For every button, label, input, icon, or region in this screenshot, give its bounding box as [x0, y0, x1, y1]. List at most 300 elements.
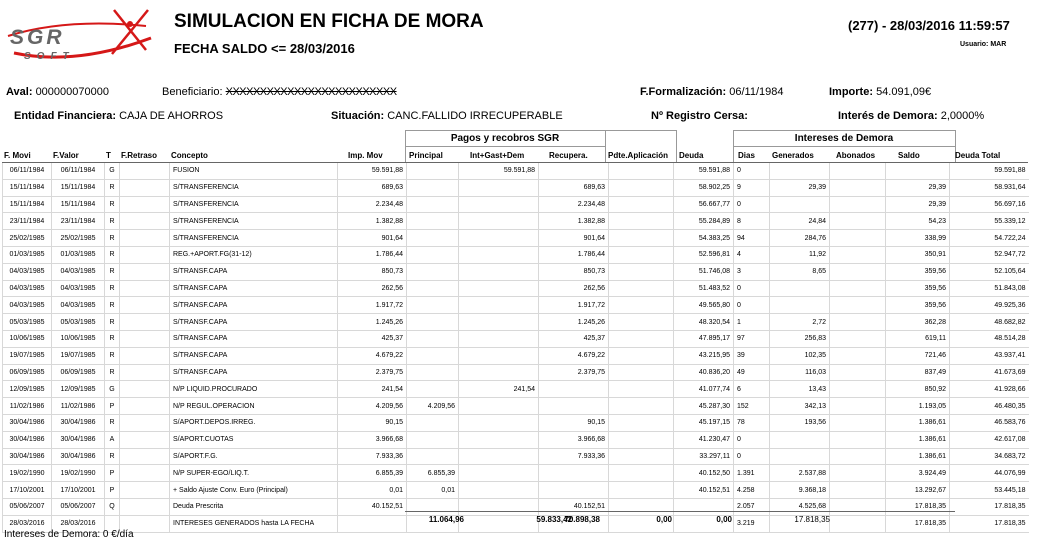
beneficiario-label: Beneficiario: [162, 86, 223, 98]
cell-f-valor: 04/03/1985 [52, 280, 105, 297]
cell-deuda: 52.596,81 [674, 246, 734, 263]
cell-dias: 39 [734, 347, 770, 364]
cell-deuda-total: 42.617,08 [950, 431, 1029, 448]
table-row [3, 230, 1029, 247]
cell-deuda-total: 49.925,36 [950, 297, 1029, 314]
cell-abonados [830, 246, 886, 263]
cell-abonados [830, 280, 886, 297]
cell-int-gast-dem [459, 297, 539, 314]
cell-pdte-aplicacion [609, 179, 674, 196]
cell-generados [770, 280, 830, 297]
cell-f-retraso [120, 213, 170, 230]
pagos-group-top-line [405, 130, 676, 131]
cell-generados: 24,84 [770, 213, 830, 230]
cell-f-movi: 30/04/1986 [3, 431, 52, 448]
cell-concepto: INTERESES GENERADOS hasta LA FECHA [170, 515, 338, 532]
cell-recupera: 850,73 [539, 263, 609, 280]
importe-label: Importe: [829, 86, 873, 98]
cell-f-retraso [120, 398, 170, 415]
cell-abonados [830, 230, 886, 247]
cell-f-movi: 06/11/1984 [3, 163, 52, 179]
cell-imp-mov: 1.382,88 [338, 213, 407, 230]
table-row [3, 330, 1029, 347]
cell-saldo: 350,91 [886, 246, 950, 263]
table-row [3, 196, 1029, 213]
cell-abonados [830, 179, 886, 196]
total-principal: 11.064,96 [428, 515, 464, 524]
cell-deuda: 58.902,25 [674, 179, 734, 196]
table-row [3, 179, 1029, 196]
sgr-soft-logo [6, 6, 156, 64]
cell-f-valor: 15/11/1984 [52, 179, 105, 196]
footer-interest-note: Intereses de Demora: 0 €/día [4, 529, 134, 540]
cell-principal [407, 448, 459, 465]
cell-f-retraso [120, 465, 170, 482]
cell-principal [407, 314, 459, 331]
pagos-group-header: Pagos y recobros SGR [450, 133, 560, 144]
logo-graphic [6, 6, 156, 64]
cell-generados: 2.537,88 [770, 465, 830, 482]
cell-saldo: 362,28 [886, 314, 950, 331]
cell-f-valor: 17/10/2001 [52, 482, 105, 499]
cell-f-valor: 25/02/1985 [52, 230, 105, 247]
cell-deuda: 40.152,51 [674, 482, 734, 499]
cell-abonados [830, 482, 886, 499]
cell-t: P [105, 465, 120, 482]
cell-deuda-total: 53.445,18 [950, 482, 1029, 499]
cell-f-retraso [120, 280, 170, 297]
cell-f-movi: 10/06/1985 [3, 330, 52, 347]
cell-deuda-total: 34.683,72 [950, 448, 1029, 465]
cell-f-retraso [120, 347, 170, 364]
cell-int-gast-dem [459, 448, 539, 465]
cell-int-gast-dem [459, 196, 539, 213]
cell-recupera: 1.245,26 [539, 314, 609, 331]
col-saldo: Saldo [898, 151, 920, 160]
cell-pdte-aplicacion [609, 163, 674, 179]
cell-f-movi: 19/07/1985 [3, 347, 52, 364]
cell-principal [407, 347, 459, 364]
cell-generados: 284,76 [770, 230, 830, 247]
cell-saldo: 54,23 [886, 213, 950, 230]
cell-recupera: 90,15 [539, 414, 609, 431]
formalizacion-value: 06/11/1984 [729, 86, 784, 98]
cell-dias: 0 [734, 448, 770, 465]
cell-principal [407, 163, 459, 179]
cell-t: R [105, 213, 120, 230]
cell-saldo: 1.386,61 [886, 448, 950, 465]
total-deuda: 0,00 [716, 515, 732, 524]
cell-f-valor: 19/07/1985 [52, 347, 105, 364]
col-recupera: Recupera. [549, 151, 588, 160]
cell-concepto: S/APORT.F.G. [170, 448, 338, 465]
cell-saldo: 17.818,35 [886, 515, 950, 532]
cell-f-valor: 23/11/1984 [52, 213, 105, 230]
cell-f-valor: 05/06/2007 [52, 498, 105, 515]
cell-imp-mov: 6.855,39 [338, 465, 407, 482]
cell-deuda: 59.591,88 [674, 163, 734, 179]
cell-concepto: S/TRANSF.CAPA [170, 330, 338, 347]
cell-dias: 78 [734, 414, 770, 431]
cell-generados: 256,83 [770, 330, 830, 347]
cell-abonados [830, 330, 886, 347]
cell-int-gast-dem [459, 482, 539, 499]
cell-deuda-total: 52.105,64 [950, 263, 1029, 280]
cell-saldo [886, 163, 950, 179]
cell-saldo: 850,92 [886, 381, 950, 398]
cell-f-movi: 04/03/1985 [3, 263, 52, 280]
cell-generados: 11,92 [770, 246, 830, 263]
cell-deuda: 48.320,54 [674, 314, 734, 331]
cell-saldo: 359,56 [886, 263, 950, 280]
cell-concepto: S/TRANSFERENCIA [170, 179, 338, 196]
cell-f-movi: 04/03/1985 [3, 280, 52, 297]
cell-deuda: 33.297,11 [674, 448, 734, 465]
cell-concepto: N/P REGUL.OPERACION [170, 398, 338, 415]
cell-abonados [830, 213, 886, 230]
cell-deuda-total: 51.843,08 [950, 280, 1029, 297]
cell-recupera: 1.917,72 [539, 297, 609, 314]
cell-t: G [105, 381, 120, 398]
cell-dias: 49 [734, 364, 770, 381]
cell-imp-mov: 3.966,68 [338, 431, 407, 448]
cell-concepto: S/APORT.CUOTAS [170, 431, 338, 448]
cell-concepto: + Saldo Ajuste Conv. Euro (Principal) [170, 482, 338, 499]
cell-principal [407, 213, 459, 230]
group-divider-deuda [676, 130, 677, 162]
cell-deuda-total: 48.682,82 [950, 314, 1029, 331]
cell-abonados [830, 297, 886, 314]
cell-pdte-aplicacion [609, 196, 674, 213]
cell-int-gast-dem [459, 230, 539, 247]
cell-deuda [674, 498, 734, 515]
cell-principal [407, 381, 459, 398]
cell-dias: 1 [734, 314, 770, 331]
col-f-retraso: F.Retraso [121, 151, 158, 160]
interes-value: 2,0000% [940, 110, 985, 122]
cell-t: R [105, 230, 120, 247]
cell-saldo: 1.386,61 [886, 414, 950, 431]
cell-t: R [105, 297, 120, 314]
cell-f-movi: 05/03/1985 [3, 314, 52, 331]
cell-f-retraso [120, 448, 170, 465]
cell-recupera: 901,64 [539, 230, 609, 247]
cell-deuda-total: 46.583,76 [950, 414, 1029, 431]
table-row [3, 414, 1029, 431]
cell-principal [407, 230, 459, 247]
cell-pdte-aplicacion [609, 280, 674, 297]
cell-imp-mov: 4.209,56 [338, 398, 407, 415]
cell-pdte-aplicacion [609, 482, 674, 499]
cell-f-movi: 23/11/1984 [3, 213, 52, 230]
table-row [3, 364, 1029, 381]
cell-t: A [105, 431, 120, 448]
cell-recupera: 262,56 [539, 280, 609, 297]
cell-dias: 152 [734, 398, 770, 415]
cell-abonados [830, 347, 886, 364]
cell-deuda-total: 43.937,41 [950, 347, 1029, 364]
cell-saldo: 359,56 [886, 297, 950, 314]
cell-f-movi: 17/10/2001 [3, 482, 52, 499]
cell-dias: 0 [734, 280, 770, 297]
cell-int-gast-dem: 241,54 [459, 381, 539, 398]
cell-imp-mov: 1.917,72 [338, 297, 407, 314]
table-row [3, 314, 1029, 331]
cell-abonados [830, 364, 886, 381]
cell-pdte-aplicacion [609, 414, 674, 431]
movements-table [2, 163, 1029, 533]
cell-recupera [539, 465, 609, 482]
pagos-group-bottom-line [405, 146, 605, 147]
cell-f-movi: 25/02/1985 [3, 230, 52, 247]
cell-generados: 102,35 [770, 347, 830, 364]
cell-pdte-aplicacion [609, 246, 674, 263]
cell-generados: 116,03 [770, 364, 830, 381]
cell-dias: 4 [734, 246, 770, 263]
cell-t: R [105, 364, 120, 381]
cell-f-valor: 10/06/1985 [52, 330, 105, 347]
cell-f-retraso [120, 263, 170, 280]
cell-f-movi: 01/03/1985 [3, 246, 52, 263]
group-divider-mid [605, 130, 606, 162]
cell-int-gast-dem: 59.591,88 [459, 163, 539, 179]
cell-principal [407, 330, 459, 347]
cell-deuda-total: 41.673,69 [950, 364, 1029, 381]
col-deuda-total: Deuda Total [955, 151, 1001, 160]
cell-int-gast-dem [459, 414, 539, 431]
cell-generados: 8,65 [770, 263, 830, 280]
cell-pdte-aplicacion [609, 263, 674, 280]
cell-t: Q [105, 498, 120, 515]
cell-deuda: 45.287,30 [674, 398, 734, 415]
col-concepto: Concepto [171, 151, 208, 160]
cell-abonados [830, 498, 886, 515]
cell-deuda-total: 54.722,24 [950, 230, 1029, 247]
cell-f-retraso [120, 431, 170, 448]
cell-pdte-aplicacion [609, 230, 674, 247]
cell-f-valor: 01/03/1985 [52, 246, 105, 263]
cell-principal: 4.209,56 [407, 398, 459, 415]
cell-deuda: 47.895,17 [674, 330, 734, 347]
cell-generados [770, 448, 830, 465]
cell-deuda: 56.667,77 [674, 196, 734, 213]
importe-value: 54.091,09€ [876, 86, 932, 98]
cell-recupera [539, 482, 609, 499]
cell-deuda: 55.284,89 [674, 213, 734, 230]
cell-principal [407, 431, 459, 448]
aval-label: Aval: [6, 86, 33, 98]
cell-f-valor: 30/04/1986 [52, 414, 105, 431]
cell-f-retraso [120, 364, 170, 381]
total-recupera: 70.898,38 [564, 515, 600, 524]
cell-recupera [539, 398, 609, 415]
entidad-label: Entidad Financiera: [14, 110, 117, 122]
cell-concepto: N/P SUPER-EGO/LIQ.T. [170, 465, 338, 482]
cell-f-valor: 19/02/1990 [52, 465, 105, 482]
cell-recupera: 2.234,48 [539, 196, 609, 213]
cell-t: P [105, 398, 120, 415]
cell-concepto: S/TRANSF.CAPA [170, 347, 338, 364]
cell-f-retraso [120, 196, 170, 213]
cell-imp-mov: 425,37 [338, 330, 407, 347]
col-int-gast-dem: Int+Gast+Dem [470, 151, 525, 160]
cell-f-retraso [120, 482, 170, 499]
cell-imp-mov: 59.591,88 [338, 163, 407, 179]
col-principal: Principal [409, 151, 443, 160]
cell-recupera: 40.152,51 [539, 498, 609, 515]
cell-saldo: 721,46 [886, 347, 950, 364]
cell-pdte-aplicacion [609, 330, 674, 347]
report-subtitle: FECHA SALDO <= 28/03/2016 [174, 41, 355, 56]
cell-f-valor: 05/03/1985 [52, 314, 105, 331]
cell-recupera: 4.679,22 [539, 347, 609, 364]
table-row [3, 280, 1029, 297]
cell-t: R [105, 179, 120, 196]
cell-recupera: 425,37 [539, 330, 609, 347]
cell-dias: 1.391 [734, 465, 770, 482]
cell-dias: 3.219 [734, 515, 770, 532]
cell-f-valor: 15/11/1984 [52, 196, 105, 213]
cell-saldo: 17.818,35 [886, 498, 950, 515]
cell-deuda-total: 46.480,35 [950, 398, 1029, 415]
cell-abonados [830, 381, 886, 398]
cell-t: R [105, 330, 120, 347]
cell-dias: 3 [734, 263, 770, 280]
cell-concepto: REG.+APORT.FG(31-12) [170, 246, 338, 263]
table-row [3, 246, 1029, 263]
cell-saldo: 29,39 [886, 196, 950, 213]
cell-pdte-aplicacion [609, 297, 674, 314]
cell-t: R [105, 347, 120, 364]
cell-concepto: FUSION [170, 163, 338, 179]
cell-t: R [105, 246, 120, 263]
interes-field [838, 110, 984, 122]
table-row [3, 163, 1029, 179]
cell-generados: 29,39 [770, 179, 830, 196]
cell-generados [770, 163, 830, 179]
cell-int-gast-dem [459, 330, 539, 347]
cell-t: R [105, 196, 120, 213]
col-generados: Generados [772, 151, 814, 160]
cell-f-movi: 15/11/1984 [3, 196, 52, 213]
cell-deuda: 40.152,50 [674, 465, 734, 482]
entidad-value: CAJA DE AHORROS [119, 110, 224, 122]
table-row [3, 381, 1029, 398]
cell-principal [407, 196, 459, 213]
col-f-movi: F. Movi [4, 151, 31, 160]
cell-generados: 9.368,18 [770, 482, 830, 499]
cell-int-gast-dem [459, 498, 539, 515]
cell-imp-mov: 1.786,44 [338, 246, 407, 263]
table-row [3, 297, 1029, 314]
cell-imp-mov: 2.234,48 [338, 196, 407, 213]
cell-recupera: 7.933,36 [539, 448, 609, 465]
table-row [3, 263, 1029, 280]
cell-concepto: S/TRANSF.CAPA [170, 314, 338, 331]
cell-principal [407, 263, 459, 280]
table-row [3, 431, 1029, 448]
cell-deuda-total: 52.947,72 [950, 246, 1029, 263]
cell-recupera: 689,63 [539, 179, 609, 196]
cell-imp-mov: 0,01 [338, 482, 407, 499]
cell-t: R [105, 314, 120, 331]
cell-f-valor: 06/11/1984 [52, 163, 105, 179]
cell-f-retraso [120, 414, 170, 431]
cell-generados: 2,72 [770, 314, 830, 331]
cell-imp-mov: 241,54 [338, 381, 407, 398]
table-row [3, 498, 1029, 515]
cell-saldo: 1.193,05 [886, 398, 950, 415]
cell-imp-mov: 40.152,51 [338, 498, 407, 515]
cell-t: P [105, 482, 120, 499]
cell-int-gast-dem [459, 431, 539, 448]
cell-f-valor: 30/04/1986 [52, 448, 105, 465]
table-row [3, 398, 1029, 415]
cell-abonados [830, 196, 886, 213]
table-row [3, 347, 1029, 364]
cell-dias: 0 [734, 297, 770, 314]
cell-dias: 6 [734, 381, 770, 398]
cell-f-movi: 06/09/1985 [3, 364, 52, 381]
situacion-field [331, 110, 563, 122]
cell-concepto: S/TRANSF.CAPA [170, 263, 338, 280]
cell-f-movi: 12/09/1985 [3, 381, 52, 398]
cell-principal: 6.855,39 [407, 465, 459, 482]
cell-deuda-total: 44.076,99 [950, 465, 1029, 482]
cell-pdte-aplicacion [609, 448, 674, 465]
col-dias: Dias [738, 151, 755, 160]
cell-concepto: Deuda Prescrita [170, 498, 338, 515]
cell-f-movi: 28/03/2016 [3, 515, 52, 532]
cell-f-retraso [120, 297, 170, 314]
cell-t: R [105, 280, 120, 297]
cell-saldo: 837,49 [886, 364, 950, 381]
cell-f-movi: 15/11/1984 [3, 179, 52, 196]
cell-saldo: 1.386,61 [886, 431, 950, 448]
cell-deuda: 41.077,74 [674, 381, 734, 398]
cell-dias: 0 [734, 196, 770, 213]
cell-recupera: 3.966,68 [539, 431, 609, 448]
cell-int-gast-dem [459, 347, 539, 364]
cell-dias: 4.258 [734, 482, 770, 499]
cell-imp-mov: 7.933,36 [338, 448, 407, 465]
cell-imp-mov: 2.379,75 [338, 364, 407, 381]
report-title: SIMULACION EN FICHA DE MORA [174, 11, 484, 32]
cell-dias: 9 [734, 179, 770, 196]
cell-f-retraso [120, 179, 170, 196]
cell-t: R [105, 414, 120, 431]
cell-saldo: 3.924,49 [886, 465, 950, 482]
cell-f-movi: 05/06/2007 [3, 498, 52, 515]
cell-saldo: 619,11 [886, 330, 950, 347]
cell-dias: 2.057 [734, 498, 770, 515]
logo-text-top: SGR [10, 26, 65, 49]
cell-int-gast-dem [459, 364, 539, 381]
col-abonados: Abonados [836, 151, 876, 160]
cell-deuda-total: 17.818,35 [950, 498, 1029, 515]
intereses-group-top-line [733, 130, 955, 131]
group-divider-left [405, 130, 406, 162]
cell-int-gast-dem [459, 246, 539, 263]
situacion-label: Situación: [331, 110, 385, 122]
cell-abonados [830, 515, 886, 532]
cell-f-movi: 30/04/1986 [3, 448, 52, 465]
cell-f-retraso [120, 230, 170, 247]
cell-int-gast-dem [459, 314, 539, 331]
cell-f-valor: 06/09/1985 [52, 364, 105, 381]
cell-principal [407, 179, 459, 196]
cell-deuda: 41.230,47 [674, 431, 734, 448]
